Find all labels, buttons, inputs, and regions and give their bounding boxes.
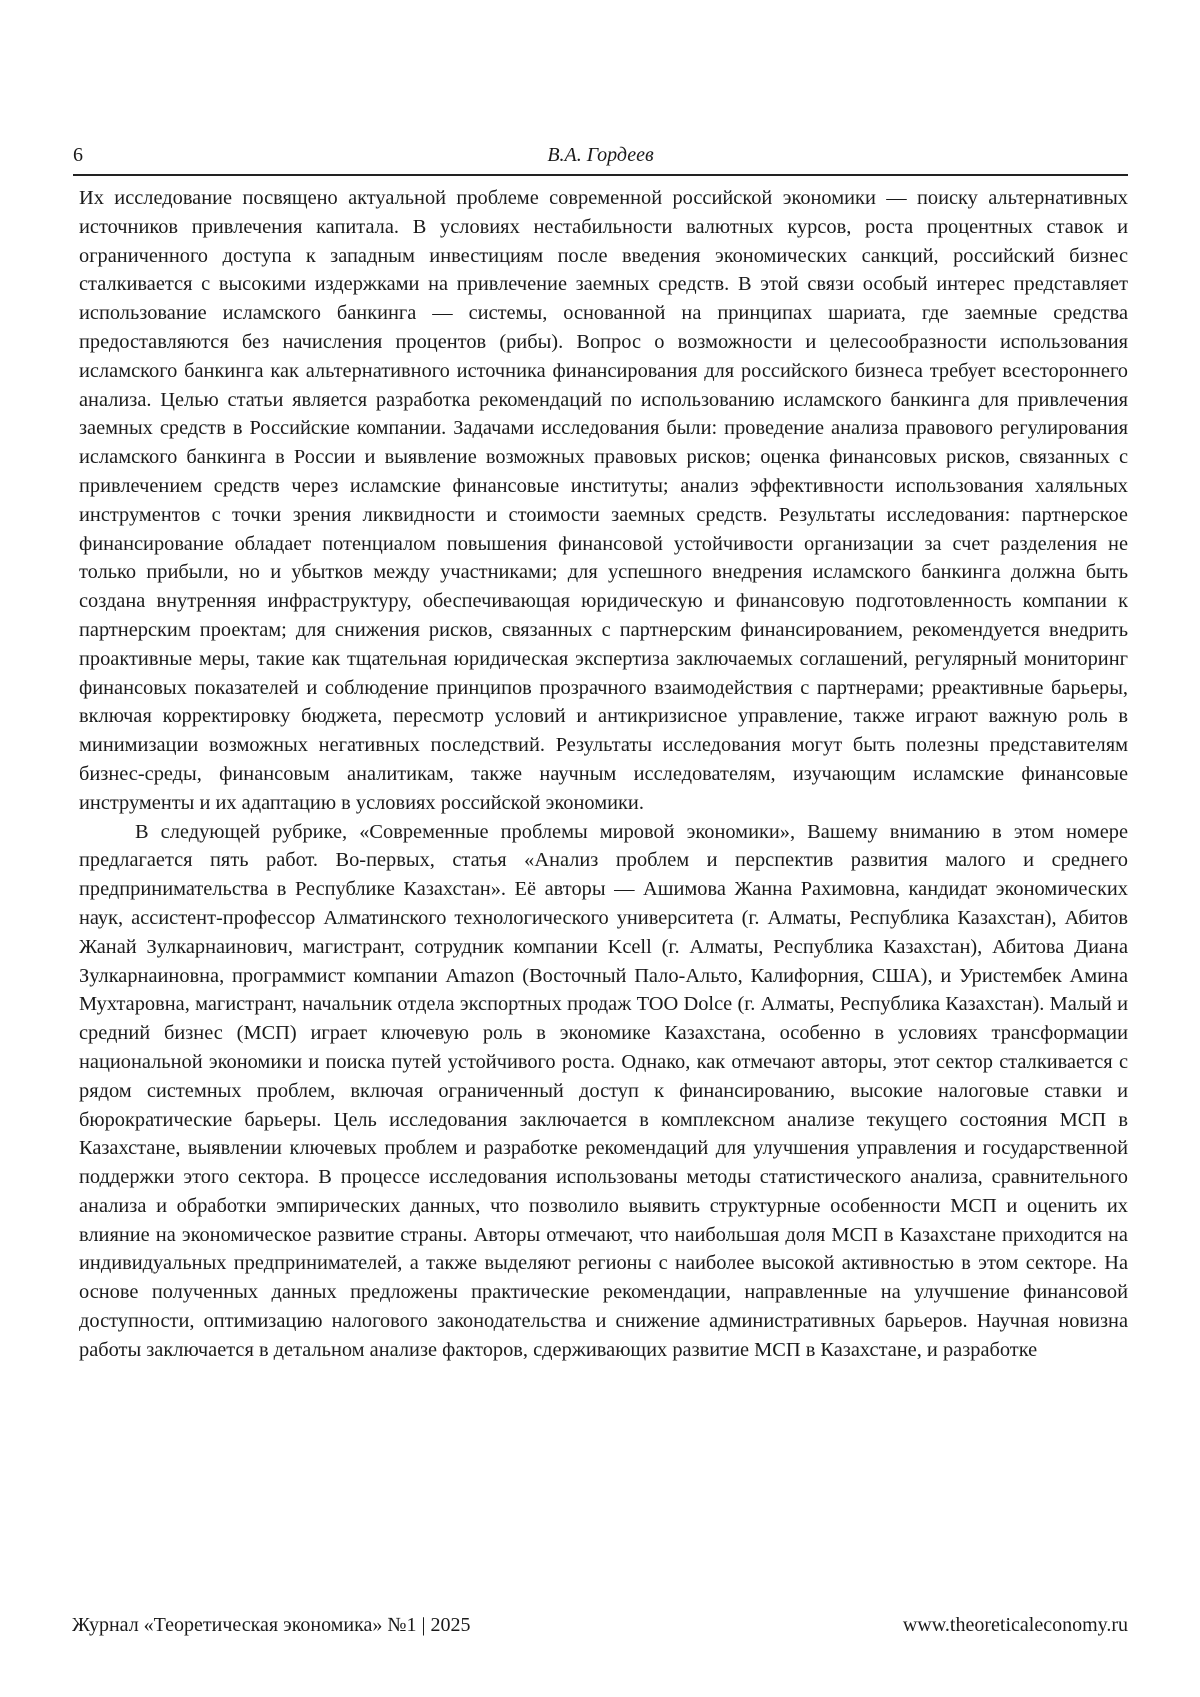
body-paragraph-2: В следующей рубрике, «Современные проблемы мировой экономики», Вашему вниманию в этом номере предлагается пять работ. Во-первых, статья «Анализ проблем и перспектив развития малого и среднего предпринимательства в Республике Казахстан». Её авторы — Ашимова Жанна Рахимовна, кандидат экономических наук, ассистент-профессор Алматинского технологического университета (г. Алматы, Республика Казахстан), Абитов Жанай Зулкарнаинович, магистрант, сотрудник компании Kcell (г. Алматы, Республика Казахстан), Абитова Диана Зулкарнаиновна, программист компании Amazon (Восточный Пало-Альто, Калифорния, США), и Уристембек Амина Мухтаровна, магистрант, начальник отдела экспортных продаж ТОО Dolce (г. Алматы, Республика Казахстан). Малый и средний бизнес (МСП) играет ключевую роль в экономике Казахстана, особенно в условиях трансформации национальной экономики и поиска путей устойчивого роста. Однако, как отмечают авторы, этот сектор сталкивается с рядом системных проблем, включая ограниченный доступ к финансированию, высокие налоговые ставки и бюрократические барьеры. Цель исследования заключается в комплексном анализе текущего состояния МСП в Казахстане, выявлении ключевых проблем и разработке рекомендаций для улучшения управления и государственной поддержки этого сектора. В процессе исследования использованы методы статистического анализа, сравнительного анализа и обработки эмпирических данных, что позволило выявить структурные особенности МСП и оценить их влияние на экономическое развитие страны. Авторы отмечают, что наибольшая доля МСП в Казахстане приходится на индивидуальных предпринимателей, а также выделяют регионы с наиболее высокой активностью в этом секторе. На основе полученных данных предложены практические рекомендации, направленные на улучшение финансовой доступности, оптимизацию налогового законодательства и снижение административных барьеров. Научная новизна работы заключается в детальном анализе факторов, сдерживающих развитие МСП в Казахстане, и разработке <box>79 818 1128 1365</box>
article-body <box>79 184 1128 1365</box>
page-number: 6 <box>73 144 83 167</box>
body-paragraph-1: Их исследование посвящено актуальной проблеме современной российской экономики — поиску альтернативных источников привлечения капитала. В условиях нестабильности валютных курсов, роста процентных ставок и ограниченного доступа к западным инвестициям после введения экономических санкций, российский бизнес сталкивается с высокими издержками на привлечение заемных средств. В этой связи особый интерес представляет использование исламского банкинга — системы, основанной на принципах шариата, где заемные средства предоставляются без начисления процентов (рибы). Вопрос о возможности и целесообразности использования исламского банкинга как альтернативного источника финансирования для российского бизнеса требует всестороннего анализа. Целью статьи является разработка рекомендаций по использованию исламского банкинга для привлечения заемных средств в Российские компании. Задачами исследования были: проведение анализа правового регулирования исламского банкинга в России и выявление возможных правовых рисков; оценка финансовых рисков, связанных с привлечением средств через исламские финансовые институты; анализ эффективности использования халяльных инструментов с точки зрения ликвидности и стоимости заемных средств. Результаты исследования: партнерское финансирование обладает потенциалом повышения финансовой устойчивости организации за счет разделения не только прибыли, но и убытков между участниками; для успешного внедрения исламского банкинга должна быть создана внутренняя инфраструктуру, обеспечивающая юридическую и финансовую подготовленность компании к партнерским проектам; для снижения рисков, связанных с партнерским финансированием, рекомендуется внедрить проактивные меры, такие как тщательная юридическая экспертиза заключаемых соглашений, регулярный мониторинг финансовых показателей и соблюдение принципов прозрачного взаимодействия с партнерами; рреактивные барьеры, включая корректировку бюджета, пересмотр условий и антикризисное управление, также играют важную роль в минимизации возможных негативных последствий. Результаты исследования могут быть полезны представителям бизнес-среды, финансовым аналитикам, также научным исследователям, изучающим исламские финансовые инструменты и их адаптацию в условиях российской экономики. <box>79 184 1128 818</box>
page-footer <box>72 1614 1128 1646</box>
page-header <box>73 142 1128 176</box>
running-head-author: В.А. Гордеев <box>73 144 1128 167</box>
journal-website: www.theoreticaleconomy.ru <box>903 1614 1128 1637</box>
journal-issue: Журнал «Теоретическая экономика» №1 | 2025 <box>72 1614 470 1637</box>
